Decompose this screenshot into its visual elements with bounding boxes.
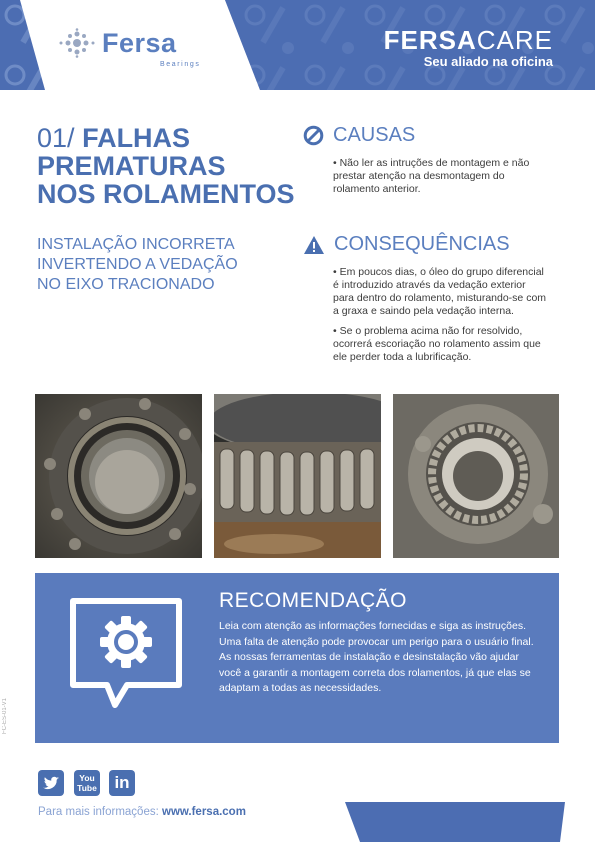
subtitle-line-1: INSTALAÇÃO INCORRETA: [37, 236, 235, 253]
brand-tagline: Seu aliado na oficina: [423, 54, 553, 69]
page-title: [37, 124, 297, 208]
recommendation-box: [35, 573, 559, 743]
title-number: 01/: [37, 123, 75, 153]
title-line-2: PREMATURAS: [37, 151, 226, 181]
recommendation-text: Leia com atenção as informações fornecidas e siga as instruções. Uma falta de atenção pode provocar um perigo para o usuário final. As nossas ferramentas de instalação e desinstalação vão ajudar você a garantir a montagem correta dos rolamentos, já que elas se adaptam a todas as necessidades.: [219, 620, 534, 694]
title-line-1: FALHAS: [82, 123, 191, 153]
consequencias-heading-text: CONSEQUÊNCIAS: [334, 233, 510, 255]
youtube-label-2: Tube: [77, 783, 97, 793]
warning-icon: [303, 235, 325, 255]
youtube-label-1: You: [79, 773, 95, 783]
footer-banner: [345, 802, 575, 842]
brand-bold: FERSA: [383, 25, 477, 55]
consequencias-heading: [303, 233, 510, 256]
header: [0, 0, 595, 90]
bearing-photo-1: [35, 394, 202, 558]
logo-subtitle: Bearings: [160, 61, 201, 68]
logo-name: Fersa: [102, 28, 177, 58]
fersa-logo[interactable]: [58, 28, 201, 68]
linkedin-link[interactable]: [109, 770, 135, 796]
logo-dots-icon: [58, 28, 96, 58]
consequencias-list: [333, 266, 548, 371]
subtitle-line-2: INVERTENDO A VEDAÇÃO: [37, 256, 238, 273]
twitter-icon: [38, 770, 64, 796]
page-subtitle: [37, 235, 277, 295]
document-code: FC-ES-01-V1: [2, 698, 8, 735]
linkedin-icon: in: [114, 773, 130, 792]
bearing-photo-2: [214, 394, 381, 558]
fersacare-brand: [384, 26, 553, 69]
twitter-link[interactable]: [38, 770, 64, 796]
bearing-photo-3: [393, 394, 559, 558]
subtitle-line-3: NO EIXO TRACIONADO: [37, 276, 215, 293]
causas-heading-text: CAUSAS: [333, 124, 416, 146]
youtube-link[interactable]: [74, 770, 100, 796]
brand-light: CARE: [476, 25, 553, 55]
title-line-3: NOS ROLAMENTOS: [37, 179, 295, 209]
causas-heading: [303, 124, 415, 147]
consequencias-item-2: • Se o problema acima não for resolvido, ocorrerá escoriação no rolamento assim que ele perder toda a lubrificação.: [333, 325, 541, 363]
gear-speech-bubble-icon: [67, 595, 187, 730]
more-info: [38, 806, 246, 818]
causas-item: • Não ler as intruções de montagem e não prestar atenção na desmontagem do rolamento anterior.: [333, 157, 530, 195]
prohibited-icon: [303, 125, 324, 146]
causas-list: [333, 157, 548, 203]
consequencias-item-1: • Em poucos dias, o óleo do grupo diferencial é introduzido através da vedação exterior para dentro do rolamento, misturando-se com a graxa e saindo pela vedação interna.: [333, 266, 547, 317]
website-link[interactable]: www.fersa.com: [162, 806, 246, 818]
more-info-prefix: Para mais informações:: [38, 806, 159, 818]
recommendation-title: RECOMENDAÇÃO: [219, 589, 408, 612]
